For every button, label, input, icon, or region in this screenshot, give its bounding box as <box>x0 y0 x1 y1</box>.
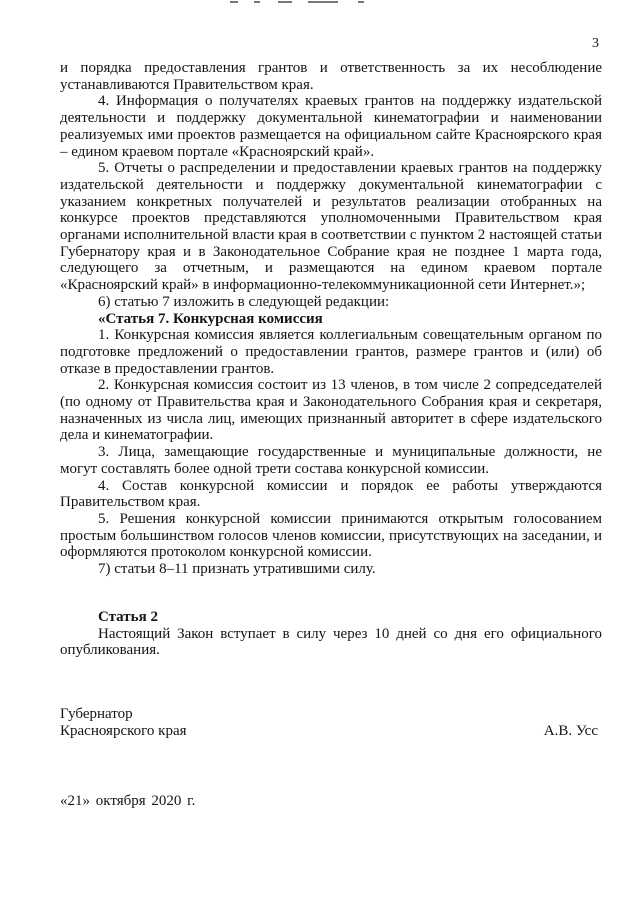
article-2-text: Настоящий Закон вступает в силу через 10 дней со дня его официального опубликования. <box>60 625 602 659</box>
paragraph-amendment-6: 6) статью 7 изложить в следующей редакции: <box>98 293 390 310</box>
article-7-point-4: 4. Состав конкурсной комиссии и порядок ее работы утверждаются Правительством края. <box>60 477 602 511</box>
signatory-position-line1: Губернатор <box>60 706 133 722</box>
paragraph-point-4: 4. Информация о получателях краевых грантов на поддержку издательской деятельности и поддержку документальной кинематографии и наименовании реализуемых ими проектов размещается на официальном сайте Красноярского края – едином краевом портале «Красноярский край». <box>60 93 602 160</box>
document-body <box>60 60 602 659</box>
article-7-point-5: 5. Решения конкурсной комиссии принимаются открытым голосованием простым большинством голосов членов комиссии, присутствующих на заседании, и оформляются протоколом конкурсной комиссии. <box>60 510 602 561</box>
paragraph-point-5: 5. Отчеты о распределении и предоставлении краевых грантов на поддержку издательской деятельности и поддержку документальной кинематографии с указанием конкретных получателей и результатов реализации отобранных на конкурсе проектов представляются уполномоченными Правительством края органами исполнительной власти края в соответствии с пунктом 2 настоящей статьи Губернатору края и в Законодательное Собрание края не позднее 1 марта года, следующего за отчетным, и размещаются на едином краевом портале «Красноярский край» в информационно-телекоммуникационной сети Интернет.»; <box>60 160 602 294</box>
paragraph-continuation: и порядка предоставления грантов и ответственность за их несоблюдение устанавливаются Правительством края. <box>60 60 602 93</box>
article-7-point-1: 1. Конкурсная комиссия является коллегиальным совещательным органом по подготовке предложений о предоставлении грантов, размере грантов и (или) об отказе в предоставлении грантов. <box>60 327 602 377</box>
document-date: «21» октября 2020 г. <box>60 793 196 809</box>
page-number: 3 <box>592 36 599 51</box>
paragraph-amendment-7: 7) статьи 8–11 признать утратившими силу. <box>98 561 376 578</box>
signatory-position-line2: Красноярского края <box>60 723 187 739</box>
article-7-point-2: 2. Конкурсная комиссия состоит из 13 членов, в том числе 2 сопредседателей (по одному от Правительства края и Законодательного Собрания края и секретаря, назначенных из числа лиц, имеющих признанный авторитет в сфере издательского дела и кинематографии. <box>60 377 602 444</box>
signatory-name: А.В. Усс <box>543 723 598 739</box>
article-7-point-3: 3. Лица, замещающие государственные и муниципальные должности, не могут составлять более одной трети состава конкурсной комиссии. <box>60 444 602 477</box>
scan-artifact-marks <box>220 0 380 4</box>
article-7-heading: «Статья 7. Конкурсная комиссия <box>98 310 323 327</box>
signature-block <box>60 706 602 740</box>
article-2-heading: Статья 2 <box>98 608 158 625</box>
